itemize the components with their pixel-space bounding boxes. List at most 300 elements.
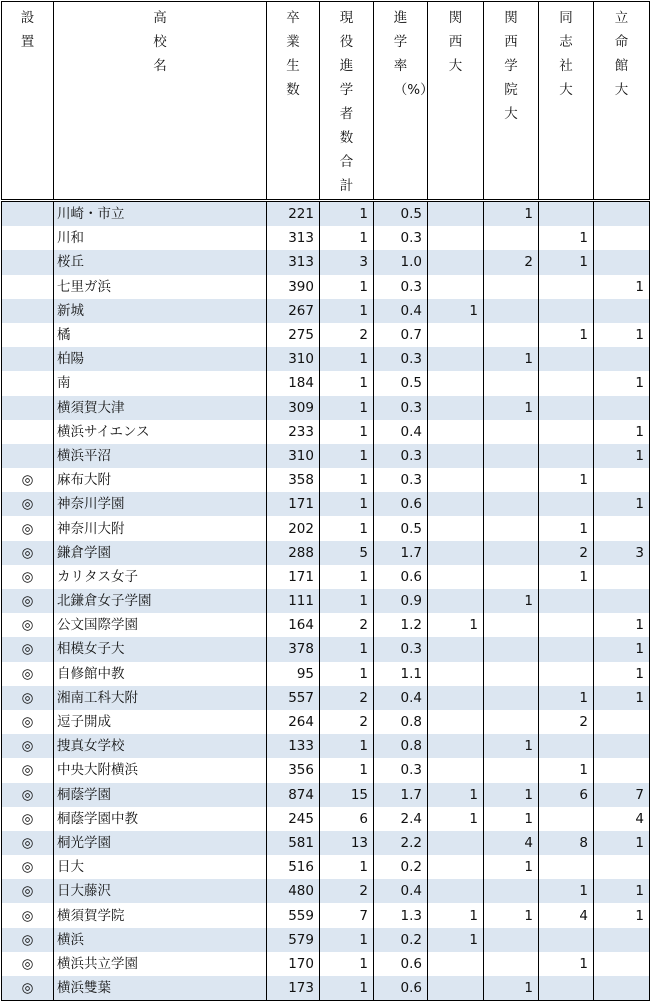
table-row	[2, 613, 650, 637]
cell-kwansei-gakuin: 1	[484, 976, 539, 1001]
cell-school-name: 橘	[54, 323, 267, 347]
cell-total-enrolled: 1	[320, 396, 374, 420]
cell-school-name: 南	[54, 371, 267, 395]
cell-graduates: 581	[267, 831, 320, 855]
cell-doshisha	[539, 734, 594, 758]
cell-ritsumeikan	[594, 565, 650, 589]
cell-doshisha: 1	[539, 952, 594, 976]
cell-kwansei-gakuin: 1	[484, 783, 539, 807]
cell-ritsumeikan	[594, 250, 650, 274]
cell-kwansei-gakuin: 1	[484, 903, 539, 927]
cell-doshisha	[539, 299, 594, 323]
cell-school-name: 七里ガ浜	[54, 275, 267, 299]
header-graduates	[267, 2, 320, 201]
cell-ritsumeikan: 1	[594, 637, 650, 661]
cell-graduates: 358	[267, 468, 320, 492]
cell-school-name: 公文国際学園	[54, 613, 267, 637]
cell-graduates: 245	[267, 807, 320, 831]
header-label: 卒業生数	[286, 10, 300, 98]
cell-rate: 0.5	[374, 201, 428, 227]
cell-kansai	[428, 396, 484, 420]
cell-doshisha: 6	[539, 783, 594, 807]
cell-total-enrolled: 1	[320, 976, 374, 1001]
cell-rate: 0.6	[374, 952, 428, 976]
cell-doshisha: 1	[539, 250, 594, 274]
cell-kansai	[428, 371, 484, 395]
cell-total-enrolled: 1	[320, 758, 374, 782]
cell-school-name: 神奈川学園	[54, 492, 267, 516]
cell-setchi-mark: ◎	[2, 783, 54, 807]
cell-total-enrolled: 1	[320, 637, 374, 661]
cell-rate: 1.1	[374, 662, 428, 686]
cell-rate: 0.4	[374, 686, 428, 710]
cell-kansai	[428, 347, 484, 371]
header-doshisha	[539, 2, 594, 201]
table-row	[2, 637, 650, 661]
cell-setchi-mark	[2, 444, 54, 468]
cell-kwansei-gakuin: 1	[484, 396, 539, 420]
cell-ritsumeikan	[594, 347, 650, 371]
cell-school-name: 桐蔭学園	[54, 783, 267, 807]
cell-graduates: 378	[267, 637, 320, 661]
cell-total-enrolled: 2	[320, 686, 374, 710]
cell-total-enrolled: 1	[320, 516, 374, 540]
cell-setchi-mark: ◎	[2, 492, 54, 516]
cell-kwansei-gakuin: 1	[484, 201, 539, 227]
cell-kansai: 1	[428, 928, 484, 952]
table-row	[2, 323, 650, 347]
table-row	[2, 589, 650, 613]
cell-doshisha: 2	[539, 541, 594, 565]
cell-school-name: 神奈川大附	[54, 516, 267, 540]
cell-doshisha: 1	[539, 226, 594, 250]
cell-doshisha: 1	[539, 516, 594, 540]
header-kansai	[428, 2, 484, 201]
header-ritsumeikan	[594, 2, 650, 201]
cell-graduates: 313	[267, 250, 320, 274]
cell-school-name: 桐蔭学園中教	[54, 807, 267, 831]
cell-graduates: 184	[267, 371, 320, 395]
table-row	[2, 758, 650, 782]
cell-ritsumeikan	[594, 855, 650, 879]
cell-kansai: 1	[428, 903, 484, 927]
cell-kwansei-gakuin	[484, 371, 539, 395]
cell-doshisha: 1	[539, 565, 594, 589]
cell-kwansei-gakuin	[484, 275, 539, 299]
header-label: 関西学院大	[504, 10, 518, 122]
cell-doshisha	[539, 444, 594, 468]
cell-rate: 2.2	[374, 831, 428, 855]
cell-kansai	[428, 662, 484, 686]
cell-doshisha	[539, 275, 594, 299]
header-total-enrolled	[320, 2, 374, 201]
cell-setchi-mark: ◎	[2, 516, 54, 540]
cell-kansai	[428, 589, 484, 613]
cell-doshisha: 2	[539, 710, 594, 734]
cell-school-name: 川和	[54, 226, 267, 250]
cell-doshisha	[539, 492, 594, 516]
cell-setchi-mark: ◎	[2, 758, 54, 782]
table-row	[2, 831, 650, 855]
cell-total-enrolled: 1	[320, 855, 374, 879]
cell-setchi-mark: ◎	[2, 734, 54, 758]
cell-total-enrolled: 1	[320, 662, 374, 686]
cell-rate: 1.2	[374, 613, 428, 637]
cell-setchi-mark	[2, 275, 54, 299]
cell-ritsumeikan	[594, 928, 650, 952]
cell-setchi-mark: ◎	[2, 879, 54, 903]
cell-total-enrolled: 1	[320, 444, 374, 468]
cell-rate: 1.0	[374, 250, 428, 274]
cell-ritsumeikan: 1	[594, 879, 650, 903]
table-row	[2, 420, 650, 444]
cell-total-enrolled: 1	[320, 201, 374, 227]
cell-total-enrolled: 1	[320, 589, 374, 613]
header-kwansei-gakuin	[484, 2, 539, 201]
cell-ritsumeikan	[594, 710, 650, 734]
cell-setchi-mark: ◎	[2, 831, 54, 855]
cell-total-enrolled: 1	[320, 492, 374, 516]
cell-graduates: 579	[267, 928, 320, 952]
cell-kwansei-gakuin: 1	[484, 589, 539, 613]
cell-ritsumeikan: 1	[594, 420, 650, 444]
cell-school-name: 柏陽	[54, 347, 267, 371]
cell-rate: 1.3	[374, 903, 428, 927]
cell-kansai	[428, 686, 484, 710]
cell-total-enrolled: 3	[320, 250, 374, 274]
table-row	[2, 444, 650, 468]
table-row	[2, 952, 650, 976]
table-row	[2, 976, 650, 1001]
cell-kwansei-gakuin	[484, 952, 539, 976]
cell-ritsumeikan	[594, 758, 650, 782]
table-row	[2, 347, 650, 371]
cell-kansai	[428, 468, 484, 492]
header-setchi	[2, 2, 54, 201]
cell-total-enrolled: 7	[320, 903, 374, 927]
cell-kansai	[428, 710, 484, 734]
cell-ritsumeikan: 7	[594, 783, 650, 807]
cell-setchi-mark: ◎	[2, 565, 54, 589]
cell-kwansei-gakuin	[484, 710, 539, 734]
cell-school-name: 桜丘	[54, 250, 267, 274]
cell-graduates: 390	[267, 275, 320, 299]
cell-doshisha	[539, 347, 594, 371]
cell-graduates: 111	[267, 589, 320, 613]
cell-rate: 0.9	[374, 589, 428, 613]
cell-rate: 0.8	[374, 734, 428, 758]
cell-school-name: 捜真女学校	[54, 734, 267, 758]
cell-kwansei-gakuin	[484, 637, 539, 661]
cell-ritsumeikan: 1	[594, 831, 650, 855]
cell-total-enrolled: 1	[320, 275, 374, 299]
cell-kwansei-gakuin	[484, 613, 539, 637]
cell-setchi-mark: ◎	[2, 976, 54, 1001]
cell-kwansei-gakuin	[484, 541, 539, 565]
header-label: 関西大	[448, 10, 463, 74]
table-row	[2, 903, 650, 927]
table-row	[2, 299, 650, 323]
cell-ritsumeikan: 1	[594, 662, 650, 686]
cell-kansai	[428, 565, 484, 589]
cell-rate: 0.5	[374, 371, 428, 395]
cell-kwansei-gakuin	[484, 323, 539, 347]
cell-school-name: 横浜共立学園	[54, 952, 267, 976]
cell-setchi-mark: ◎	[2, 952, 54, 976]
cell-graduates: 516	[267, 855, 320, 879]
cell-school-name: 逗子開成	[54, 710, 267, 734]
cell-kwansei-gakuin: 1	[484, 855, 539, 879]
cell-ritsumeikan	[594, 396, 650, 420]
cell-doshisha: 1	[539, 468, 594, 492]
cell-total-enrolled: 1	[320, 468, 374, 492]
cell-setchi-mark: ◎	[2, 855, 54, 879]
cell-graduates: 173	[267, 976, 320, 1001]
cell-kansai	[428, 541, 484, 565]
table-row	[2, 879, 650, 903]
cell-doshisha	[539, 201, 594, 227]
cell-kansai: 1	[428, 807, 484, 831]
cell-school-name: 桐光学園	[54, 831, 267, 855]
table-row	[2, 468, 650, 492]
cell-kansai: 1	[428, 613, 484, 637]
cell-graduates: 267	[267, 299, 320, 323]
cell-school-name: 麻布大附	[54, 468, 267, 492]
cell-kansai	[428, 637, 484, 661]
cell-rate: 0.3	[374, 468, 428, 492]
header-rate	[374, 2, 434, 201]
cell-rate: 0.8	[374, 710, 428, 734]
cell-rate: 0.4	[374, 299, 428, 323]
cell-ritsumeikan	[594, 201, 650, 227]
cell-ritsumeikan	[594, 226, 650, 250]
cell-ritsumeikan: 4	[594, 807, 650, 831]
cell-rate: 0.3	[374, 275, 428, 299]
cell-setchi-mark: ◎	[2, 710, 54, 734]
cell-school-name: 北鎌倉女子学園	[54, 589, 267, 613]
cell-graduates: 356	[267, 758, 320, 782]
cell-school-name: 横浜雙葉	[54, 976, 267, 1001]
cell-graduates: 233	[267, 420, 320, 444]
cell-kwansei-gakuin	[484, 879, 539, 903]
cell-school-name: 横浜サイエンス	[54, 420, 267, 444]
cell-rate: 1.7	[374, 783, 428, 807]
cell-kansai	[428, 492, 484, 516]
cell-graduates: 313	[267, 226, 320, 250]
cell-kansai	[428, 275, 484, 299]
cell-ritsumeikan	[594, 299, 650, 323]
table-row	[2, 565, 650, 589]
cell-kwansei-gakuin	[484, 686, 539, 710]
cell-kwansei-gakuin: 1	[484, 734, 539, 758]
cell-rate: 0.4	[374, 420, 428, 444]
header-label: 立命館大	[614, 10, 629, 98]
cell-doshisha	[539, 928, 594, 952]
table-row	[2, 807, 650, 831]
table-row	[2, 250, 650, 274]
cell-ritsumeikan: 1	[594, 903, 650, 927]
cell-graduates: 874	[267, 783, 320, 807]
header-school-name	[54, 2, 267, 201]
cell-kwansei-gakuin	[484, 662, 539, 686]
cell-kansai	[428, 250, 484, 274]
table-row	[2, 541, 650, 565]
cell-doshisha	[539, 589, 594, 613]
cell-school-name: 横須賀学院	[54, 903, 267, 927]
table-row	[2, 686, 650, 710]
cell-doshisha: 1	[539, 323, 594, 347]
cell-graduates: 310	[267, 347, 320, 371]
cell-school-name: 新城	[54, 299, 267, 323]
cell-school-name: 横浜	[54, 928, 267, 952]
cell-kwansei-gakuin: 1	[484, 807, 539, 831]
cell-graduates: 95	[267, 662, 320, 686]
cell-total-enrolled: 2	[320, 879, 374, 903]
cell-kansai	[428, 758, 484, 782]
cell-ritsumeikan	[594, 516, 650, 540]
cell-setchi-mark: ◎	[2, 541, 54, 565]
cell-kwansei-gakuin	[484, 299, 539, 323]
table-row	[2, 396, 650, 420]
cell-kwansei-gakuin	[484, 468, 539, 492]
cell-doshisha: 4	[539, 903, 594, 927]
table-row	[2, 662, 650, 686]
cell-ritsumeikan	[594, 589, 650, 613]
table-row	[2, 492, 650, 516]
header-row	[2, 2, 650, 201]
cell-total-enrolled: 15	[320, 783, 374, 807]
table-row	[2, 516, 650, 540]
cell-rate: 0.7	[374, 323, 428, 347]
cell-ritsumeikan	[594, 952, 650, 976]
cell-total-enrolled: 1	[320, 371, 374, 395]
cell-graduates: 202	[267, 516, 320, 540]
cell-ritsumeikan: 1	[594, 686, 650, 710]
cell-rate: 0.6	[374, 976, 428, 1001]
cell-school-name: 相模女子大	[54, 637, 267, 661]
cell-school-name: 湘南工科大附	[54, 686, 267, 710]
table-row	[2, 371, 650, 395]
cell-setchi-mark	[2, 420, 54, 444]
cell-rate: 0.2	[374, 928, 428, 952]
cell-ritsumeikan	[594, 734, 650, 758]
cell-total-enrolled: 2	[320, 323, 374, 347]
cell-rate: 2.4	[374, 807, 428, 831]
cell-setchi-mark: ◎	[2, 613, 54, 637]
cell-doshisha: 1	[539, 879, 594, 903]
cell-kwansei-gakuin	[484, 420, 539, 444]
cell-kwansei-gakuin	[484, 444, 539, 468]
cell-kwansei-gakuin	[484, 928, 539, 952]
cell-setchi-mark	[2, 396, 54, 420]
cell-ritsumeikan: 1	[594, 275, 650, 299]
header-label: 現役進学者数合計	[339, 10, 354, 194]
cell-kwansei-gakuin: 1	[484, 347, 539, 371]
cell-kansai	[428, 516, 484, 540]
cell-rate: 0.3	[374, 396, 428, 420]
cell-graduates: 164	[267, 613, 320, 637]
cell-rate: 0.6	[374, 565, 428, 589]
cell-kansai: 1	[428, 299, 484, 323]
cell-ritsumeikan	[594, 976, 650, 1001]
cell-graduates: 221	[267, 201, 320, 227]
cell-rate: 0.3	[374, 444, 428, 468]
cell-graduates: 559	[267, 903, 320, 927]
cell-total-enrolled: 1	[320, 565, 374, 589]
cell-rate: 0.5	[374, 516, 428, 540]
cell-doshisha	[539, 613, 594, 637]
header-label: 設置	[20, 10, 35, 50]
table-row	[2, 855, 650, 879]
cell-setchi-mark: ◎	[2, 686, 54, 710]
cell-doshisha	[539, 420, 594, 444]
cell-school-name: 鎌倉学園	[54, 541, 267, 565]
cell-total-enrolled: 5	[320, 541, 374, 565]
cell-kwansei-gakuin: 4	[484, 831, 539, 855]
cell-total-enrolled: 1	[320, 299, 374, 323]
header-label: 高校名	[153, 10, 167, 74]
cell-ritsumeikan: 1	[594, 492, 650, 516]
cell-ritsumeikan: 1	[594, 444, 650, 468]
cell-kwansei-gakuin	[484, 758, 539, 782]
university-admissions-table	[1, 1, 650, 1001]
cell-rate: 0.3	[374, 226, 428, 250]
cell-graduates: 264	[267, 710, 320, 734]
cell-ritsumeikan: 1	[594, 613, 650, 637]
cell-kansai	[428, 831, 484, 855]
cell-ritsumeikan: 1	[594, 371, 650, 395]
table-row	[2, 226, 650, 250]
cell-rate: 0.2	[374, 855, 428, 879]
cell-rate: 0.3	[374, 347, 428, 371]
cell-ritsumeikan: 3	[594, 541, 650, 565]
table-row	[2, 734, 650, 758]
cell-doshisha	[539, 637, 594, 661]
cell-total-enrolled: 1	[320, 347, 374, 371]
cell-setchi-mark	[2, 250, 54, 274]
cell-doshisha: 8	[539, 831, 594, 855]
table-row	[2, 928, 650, 952]
table-body	[2, 201, 650, 1001]
table-row	[2, 275, 650, 299]
cell-total-enrolled: 1	[320, 420, 374, 444]
cell-kwansei-gakuin	[484, 226, 539, 250]
cell-setchi-mark: ◎	[2, 807, 54, 831]
cell-kwansei-gakuin: 2	[484, 250, 539, 274]
cell-setchi-mark	[2, 201, 54, 227]
cell-graduates: 170	[267, 952, 320, 976]
cell-total-enrolled: 2	[320, 710, 374, 734]
cell-setchi-mark	[2, 347, 54, 371]
cell-kansai	[428, 855, 484, 879]
cell-school-name: 日大	[54, 855, 267, 879]
table-row	[2, 783, 650, 807]
cell-doshisha	[539, 371, 594, 395]
cell-school-name: カリタス女子	[54, 565, 267, 589]
cell-kansai	[428, 734, 484, 758]
cell-kansai	[428, 879, 484, 903]
cell-kwansei-gakuin	[484, 565, 539, 589]
cell-kwansei-gakuin	[484, 492, 539, 516]
header-label: 進学率（%）	[393, 10, 434, 98]
cell-doshisha	[539, 855, 594, 879]
cell-kansai	[428, 952, 484, 976]
cell-school-name: 中央大附横浜	[54, 758, 267, 782]
table-row	[2, 710, 650, 734]
table-row	[2, 201, 650, 227]
cell-ritsumeikan: 1	[594, 323, 650, 347]
cell-setchi-mark: ◎	[2, 662, 54, 686]
